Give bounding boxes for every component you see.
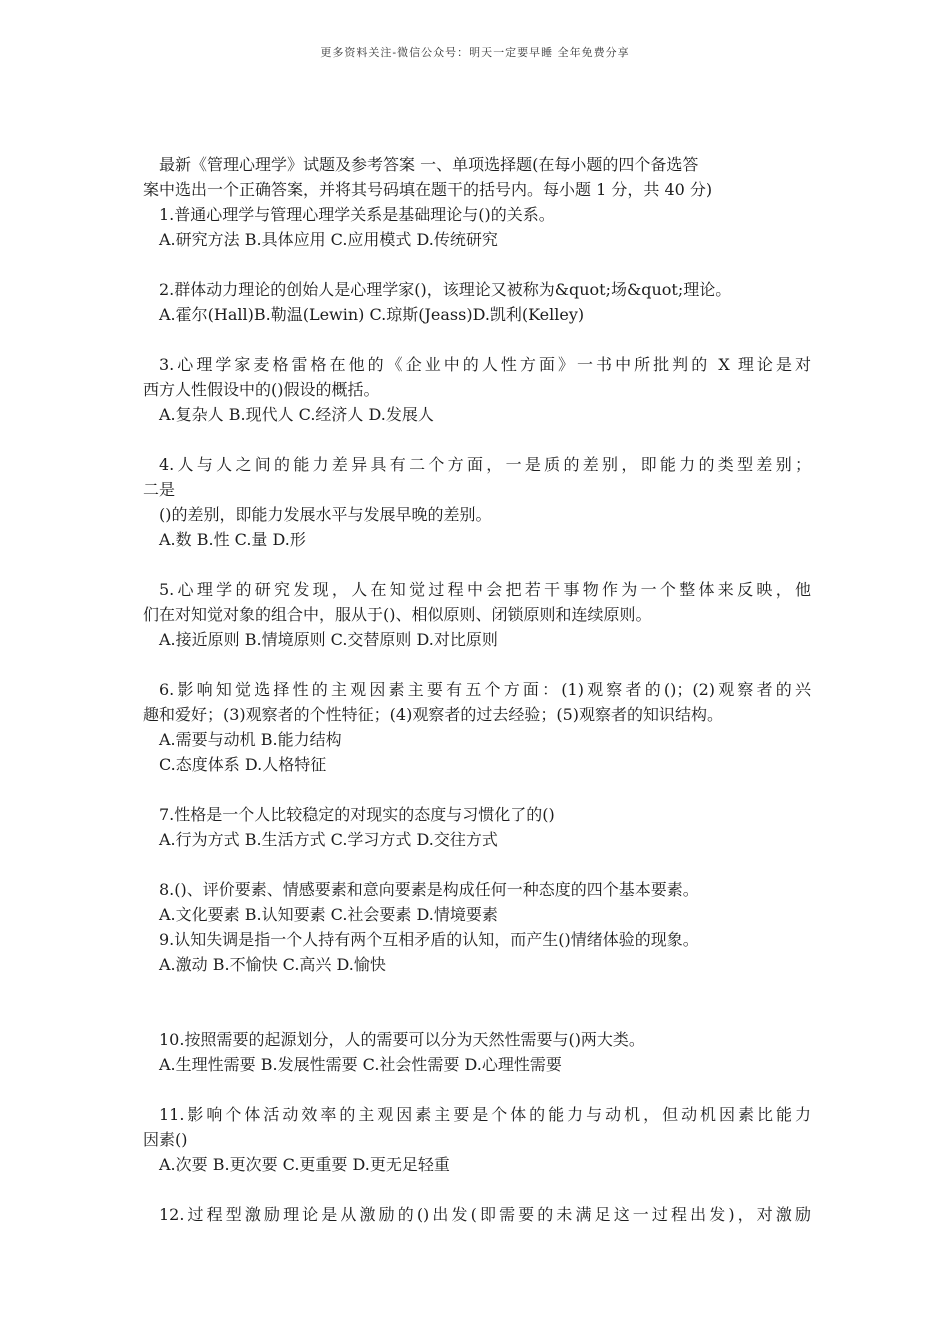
question-text: 7.性格是一个人比较稳定的对现实的态度与习惯化了的()	[159, 805, 555, 824]
question-text: 们在对知觉对象的组合中，服从于()、相似原则、闭锁原则和连续原则。	[143, 605, 652, 624]
question-3	[143, 352, 811, 427]
intro-line: 案中选出一个正确答案，并将其号码填在题干的括号内。每小题 1 分，共 40 分)	[143, 180, 713, 199]
question-text: ()的差别，即能力发展水平与发展早晚的差别。	[159, 505, 492, 524]
question-text: 9.认知失调是指一个人持有两个互相矛盾的认知，而产生()情绪体验的现象。	[159, 930, 699, 949]
question-6	[143, 677, 811, 777]
question-options: C.态度体系 D.人格特征	[159, 755, 327, 774]
header-note: 更多资料关注-微信公众号：明天一定要早睡 全年免费分享	[320, 46, 630, 59]
question-text: 1.普通心理学与管理心理学关系是基础理论与()的关系。	[159, 205, 555, 224]
question-text: 5.心理学的研究发现，人在知觉过程中会把若干事物作为一个整体来反映，他	[159, 580, 811, 599]
question-options: A.需要与动机 B.能力结构	[159, 730, 342, 749]
question-text: 因素()	[143, 1130, 188, 1149]
question-options: A.生理性需要 B.发展性需要 C.社会性需要 D.心理性需要	[159, 1055, 562, 1074]
question-text: 4.人与人之间的能力差异具有二个方面，一是质的差别，即能力的类型差别；	[159, 455, 811, 474]
question-text: 12.过程型激励理论是从激励的()出发(即需要的未满足这一过程出发)，对激励	[159, 1205, 811, 1224]
question-text: 2.群体动力理论的创始人是心理学家()，该理论又被称为&quot;场&quot;理论。	[159, 280, 732, 299]
intro	[143, 152, 811, 202]
question-10	[143, 1027, 811, 1077]
question-1	[143, 202, 811, 252]
question-options: A.次要 B.更次要 C.更重要 D.更无足轻重	[159, 1155, 450, 1174]
question-text: 10.按照需要的起源划分，人的需要可以分为天然性需要与()两大类。	[159, 1030, 645, 1049]
question-text: 二是	[143, 480, 176, 499]
question-options: A.激动 B.不愉快 C.高兴 D.愉快	[159, 955, 386, 974]
question-options: A.霍尔(Hall)B.勒温(Lewin) C.琼斯(Jeass)D.凯利(Kelley)	[159, 305, 585, 324]
question-2	[143, 277, 811, 327]
question-text: 8.()、评价要素、情感要素和意向要素是构成任何一种态度的四个基本要素。	[159, 880, 699, 899]
question-11	[143, 1102, 811, 1177]
question-4	[143, 452, 811, 552]
question-text: 趣和爱好；(3)观察者的个性特征；(4)观察者的过去经验；(5)观察者的知识结构。	[143, 705, 723, 724]
question-options: A.接近原则 B.情境原则 C.交替原则 D.对比原则	[159, 630, 498, 649]
question-options: A.数 B.性 C.量 D.形	[159, 530, 306, 549]
question-options: A.研究方法 B.具体应用 C.应用模式 D.传统研究	[159, 230, 498, 249]
question-text: 11.影响个体活动效率的主观因素主要是个体的能力与动机，但动机因素比能力	[159, 1105, 811, 1124]
question-options: A.文化要素 B.认知要素 C.社会要素 D.情境要素	[159, 905, 498, 924]
question-text: 6.影响知觉选择性的主观因素主要有五个方面：(1)观察者的()；(2)观察者的兴	[159, 680, 811, 699]
question-text: 3.心理学家麦格雷格在他的《企业中的人性方面》一书中所批判的 X 理论是对	[159, 355, 811, 374]
document-body	[143, 152, 811, 1227]
question-5	[143, 577, 811, 652]
question-options: A.复杂人 B.现代人 C.经济人 D.发展人	[159, 405, 434, 424]
question-options: A.行为方式 B.生活方式 C.学习方式 D.交往方式	[159, 830, 498, 849]
question-7	[143, 802, 811, 852]
intro-line: 最新《管理心理学》试题及参考答案 一、单项选择题(在每小题的四个备选答	[159, 155, 699, 174]
question-9	[143, 927, 811, 977]
question-8	[143, 877, 811, 927]
question-text: 西方人性假设中的()假设的概括。	[143, 380, 380, 399]
question-12	[143, 1202, 811, 1227]
